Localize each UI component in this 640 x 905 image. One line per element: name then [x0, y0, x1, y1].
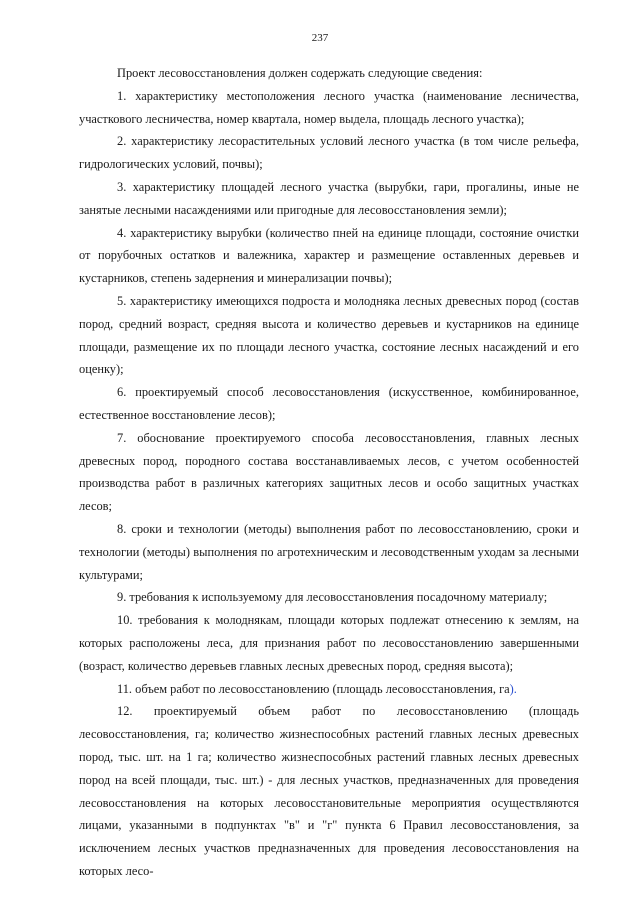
item-6-paragraph: 6. проектируемый способ лесовосстановления (искусственное, комбинированное, естественное восстановление лесов); — [79, 385, 579, 422]
item-5-paragraph: 5. характеристику имеющихся подроста и молодняка лесных древесных пород (состав пород, средний возраст, средняя высота и количество деревьев и кустарников на единице площади, размещение их по площади лесного участка, состояние лесных насаждений и его оценку); — [79, 293, 579, 377]
item-1-paragraph: 1. характеристику местоположения лесного участка (наименование лесничества, участкового лесничества, номер квартала, номер выдела, площадь лесного участка); — [79, 88, 579, 126]
item-10-paragraph: 10. требования к молоднякам, площади которых подлежат отнесению к землям, на которых расположены леса, для признания работ по лесовосстановлению завершенными (возраст, количество деревьев главных лесных древесных пород, средняя высота); — [79, 613, 579, 673]
item-3-paragraph: 3. характеристику площадей лесного участка (вырубки, гари, прогалины, иные не занятые лесными насаждениями или пригодные для лесовосстановления земли); — [79, 179, 579, 217]
item-11-text: 11. объем работ по лесовосстановлению (площадь лесовосстановления, га — [117, 681, 510, 696]
page-number: 237 — [311, 32, 329, 44]
item-9-paragraph: 9. требования к используемому для лесовосстановления посадочному материалу; — [117, 590, 548, 605]
intro-paragraph: Проект лесовосстановления должен содержать следующие сведения: — [117, 66, 483, 80]
item-4-paragraph: 4. характеристику вырубки (количество пней на единице площади, состояние очистки от порубочных остатков и валежника, характер и размещение оставленных деревьев и кустарников, степень задернения и минерализации почвы); — [79, 225, 579, 286]
item-8-paragraph: 8. сроки и технологии (методы) выполнения работ по лесовосстановлению, сроки и технологии (методы) выполнения по агротехническим и лесоводственным уходам за лесными культурами; — [79, 521, 579, 582]
item-2-paragraph: 2. характеристику лесорастительных условий лесного участка (в том числе рельефа, гидрологических условий, почвы); — [79, 134, 579, 172]
item-12-paragraph: 12. проектируемый объем работ по лесовосстановлению (площадь лесовосстановления, га; количество жизнеспособных растений главных лесных древесных пород, тыс. шт. на 1 га; количество жизнеспособных растений главных лесных древесных пород на всей площади, тыс. шт.) - для лесных участков, предназначенных для проведения лесовосстановления на которых лесовосстановительные мероприятия осуществляются лицами, указанными в подпунктах "в" и "г" пункта 6 Правил лесовосстановления, за исключением лесных участков предназначенных для проведения лесовосстановления на которых лесо- — [79, 704, 579, 878]
item-7-paragraph: 7. обоснование проектируемого способа лесовосстановления, главных лесных древесных пород, породного состава восстанавливаемых лесов, с учетом особенностей производства работ в различных категориях защитных лесов и особо защитных участках лесов; — [79, 430, 579, 514]
item-11-tail: ). — [509, 681, 517, 696]
document-body — [79, 62, 579, 883]
item-11-paragraph — [79, 678, 579, 701]
